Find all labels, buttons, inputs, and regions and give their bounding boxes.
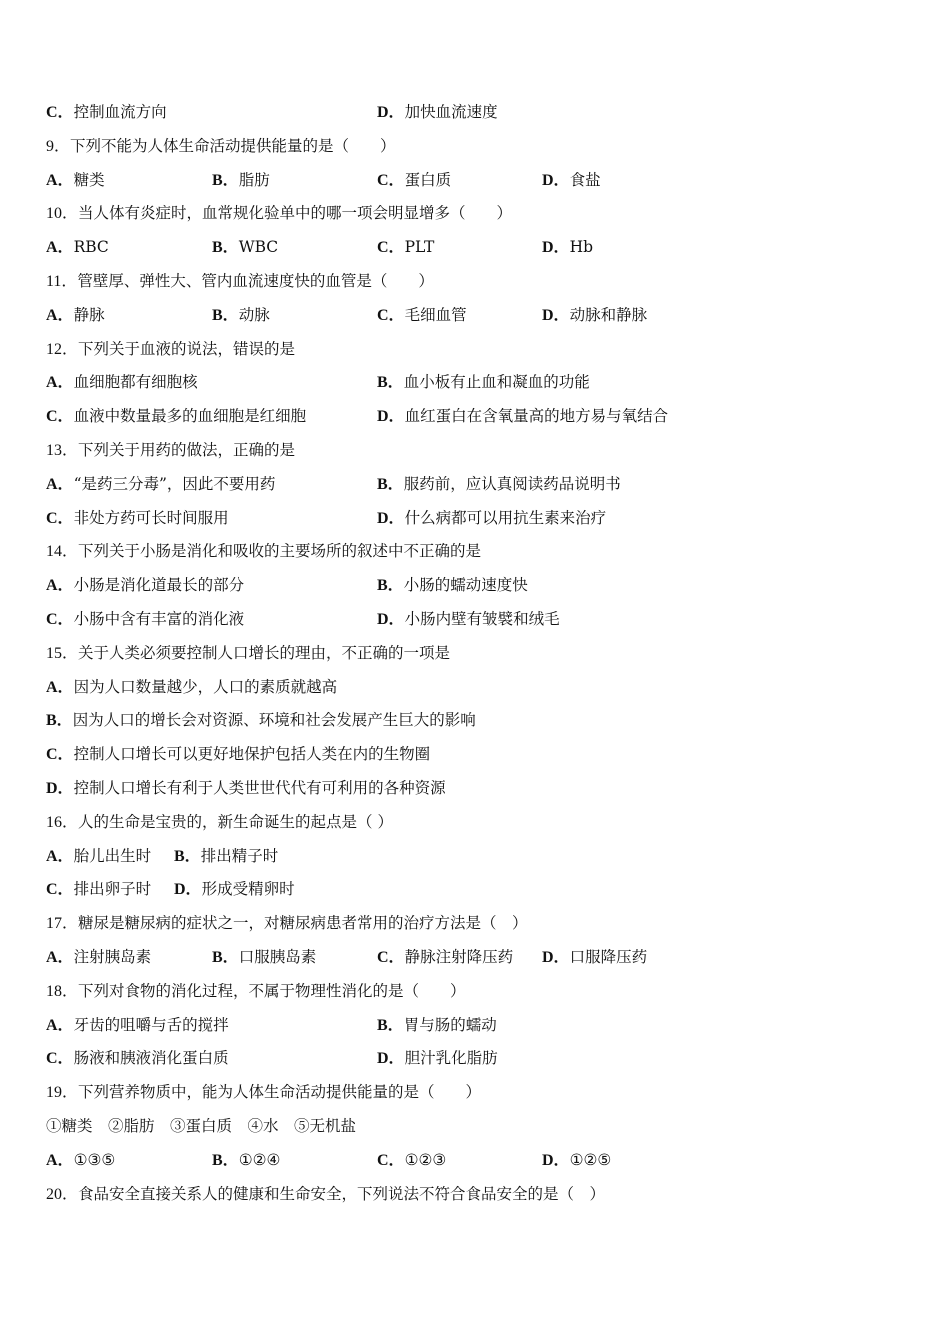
question-line <box>46 641 450 665</box>
question-text: 当人体有炎症时，血常规化验单中的哪一项会明显增多（ ） <box>78 204 513 223</box>
option-label: C． <box>377 949 405 966</box>
option-b <box>212 1148 280 1173</box>
option-label: A． <box>46 1151 74 1169</box>
option-b <box>377 370 590 395</box>
option-text: 加快血流速度 <box>404 103 498 121</box>
option-c <box>46 877 151 902</box>
option-text: 胃与肠的蠕动 <box>403 1015 497 1034</box>
question-number: 11． <box>46 273 78 290</box>
option-label: C． <box>46 408 74 426</box>
option-d <box>542 168 601 193</box>
option-text: 排出卵子时 <box>73 880 152 899</box>
option-label: B． <box>377 475 404 493</box>
option-text: 牙齿的咀嚼与舌的搅拌 <box>73 1015 229 1034</box>
option-label: D． <box>542 239 570 257</box>
option-d <box>377 1046 498 1071</box>
option-text: 小肠的蠕动速度快 <box>403 576 528 595</box>
option-label: A． <box>46 374 74 392</box>
option-text: 胆汁乳化脂肪 <box>404 1049 498 1068</box>
option-label: D． <box>377 408 405 426</box>
option-d <box>542 1148 611 1173</box>
option-text: 血红蛋白在含氧量高的地方易与氧结合 <box>404 407 669 426</box>
option-label: A． <box>46 1016 74 1034</box>
option-text: 胎儿出生时 <box>73 846 152 865</box>
option-c <box>377 168 451 193</box>
option-b <box>212 303 270 328</box>
option-c <box>377 1148 446 1173</box>
option-text: 口服降压药 <box>569 948 648 966</box>
option-label: C． <box>377 239 405 257</box>
question-line <box>46 1080 481 1104</box>
option-text: 静脉注射降压药 <box>404 948 514 966</box>
option-text: 毛细血管 <box>404 305 467 324</box>
option-text: 脂肪 <box>238 170 270 189</box>
option-c <box>46 100 167 125</box>
option-b <box>377 573 528 598</box>
option-label: C． <box>46 509 74 527</box>
option-d <box>542 303 647 328</box>
option-text: 注射胰岛素 <box>73 948 152 966</box>
question-text: 下列关于用药的做法，正确的是 <box>78 441 296 459</box>
option-a <box>46 844 151 869</box>
option-b <box>212 168 270 193</box>
option-label: D． <box>174 881 202 899</box>
option-label: C． <box>377 306 405 324</box>
question-text: 管壁厚、弹性大、管内血流速度快的血管是（ ） <box>77 272 434 290</box>
option-text: 什么病都可以用抗生素来治疗 <box>404 508 607 527</box>
option-label: A． <box>46 171 74 189</box>
option-b <box>377 472 621 497</box>
option-label: B． <box>174 847 201 865</box>
option-label: A． <box>46 847 74 865</box>
option-b <box>212 235 278 260</box>
option-d <box>542 945 647 970</box>
option-d <box>377 404 668 429</box>
option-c <box>377 303 467 328</box>
option-label: A． <box>46 577 74 595</box>
question-number: 15． <box>46 644 79 662</box>
option-c <box>46 404 306 429</box>
question-line <box>46 979 466 1003</box>
option-a <box>46 370 198 395</box>
question-text: 下列营养物质中，能为人体生命活动提供能量的是（ ） <box>78 1083 482 1102</box>
option-label: B． <box>377 374 404 392</box>
option-text: 小肠是消化道最长的部分 <box>73 576 245 595</box>
question-text: 下列关于血液的说法，错误的是 <box>78 339 296 358</box>
option-label: D． <box>542 1151 570 1169</box>
statement-text: ①糖类 ②脂肪 ③蛋白质 ④水 ⑤无机盐 <box>46 1117 357 1135</box>
option-text: ①②⑤ <box>569 1150 612 1169</box>
option-label: C． <box>377 171 405 189</box>
option-b <box>377 1013 497 1038</box>
question-text: 下列关于小肠是消化和吸收的主要场所的叙述中不正确的是 <box>78 542 482 561</box>
option-text: 因为人口的增长会对资源、环境和社会发展产生巨大的影响 <box>72 711 476 730</box>
question-line <box>46 911 528 935</box>
option-text: 控制血流方向 <box>73 103 167 121</box>
option-text: 血小板有止血和凝血的功能 <box>403 373 590 392</box>
option-c <box>46 1046 229 1071</box>
option-d <box>377 506 606 531</box>
option-label: D． <box>377 104 405 121</box>
option-text: “是药三分毒”，因此不要用药 <box>73 474 276 493</box>
option-text: 血细胞都有细胞核 <box>73 373 198 392</box>
option-a <box>46 1013 229 1038</box>
option-text: 服药前，应认真阅读药品说明书 <box>403 474 621 493</box>
option-d <box>377 607 560 632</box>
option-label: D． <box>542 171 570 189</box>
question-number: 20． <box>46 1185 79 1203</box>
option-b <box>212 945 316 970</box>
option-text: 控制人口增长可以更好地保护包括人类在内的生物圈 <box>73 745 431 764</box>
question-line <box>46 810 393 834</box>
option-label: B． <box>212 171 239 189</box>
option-text: Hb <box>569 238 594 257</box>
question-number: 14． <box>46 543 79 561</box>
option-text: 静脉 <box>73 305 105 324</box>
option-label: A． <box>46 239 74 257</box>
option-text: 形成受精卵时 <box>201 880 295 899</box>
option-b <box>174 844 278 869</box>
option-label: B． <box>212 949 239 966</box>
option-label: D． <box>46 780 74 797</box>
option-label: A． <box>46 306 74 324</box>
question-line <box>46 134 396 158</box>
question-line <box>46 438 295 462</box>
option-a <box>46 235 109 260</box>
option-text: 血液中数量最多的血细胞是红细胞 <box>73 407 307 426</box>
option-label: C． <box>46 1050 74 1068</box>
option-label: C． <box>46 746 74 764</box>
question-line <box>46 1182 605 1206</box>
option-label: B． <box>212 239 239 257</box>
option-label: D． <box>542 306 570 324</box>
option-text: 因为人口数量越少，人口的素质就越高 <box>73 677 338 696</box>
option-text: ①③⑤ <box>73 1150 116 1169</box>
option-b <box>46 708 476 733</box>
option-label: D． <box>377 611 405 628</box>
option-label: A． <box>46 678 74 696</box>
option-label: D． <box>377 509 405 527</box>
question-line <box>46 201 512 225</box>
text-line <box>46 1114 356 1138</box>
option-a <box>46 472 275 497</box>
question-text: 食品安全直接关系人的健康和生命安全，下列说法不符合食品安全的是（ ） <box>78 1184 606 1203</box>
option-c <box>377 235 434 260</box>
option-text: ①②③ <box>404 1150 447 1169</box>
question-text: 下列对食物的消化过程，不属于物理性消化的是（ ） <box>78 981 466 1000</box>
option-label: C． <box>46 611 74 628</box>
option-label: C． <box>377 1151 405 1169</box>
option-a <box>46 1148 115 1173</box>
option-text: 小肠中含有丰富的消化液 <box>73 610 245 628</box>
question-number: 16． <box>46 813 79 831</box>
option-label: A． <box>46 949 74 966</box>
question-number: 18． <box>46 982 79 1000</box>
option-label: D． <box>542 949 570 966</box>
option-text: 口服胰岛素 <box>238 948 317 966</box>
option-text: 动脉 <box>238 305 270 324</box>
question-number: 9． <box>46 137 71 155</box>
question-number: 12． <box>46 340 79 358</box>
option-text: 控制人口增长有利于人类世世代代有可利用的各种资源 <box>73 779 446 797</box>
question-text: 人的生命是宝贵的，新生命诞生的起点是（ ） <box>78 812 393 831</box>
option-text: PLT <box>404 238 435 257</box>
question-line <box>46 337 295 361</box>
option-c <box>46 742 430 767</box>
option-d <box>174 877 295 902</box>
option-text: 糖类 <box>73 170 105 189</box>
question-number: 13． <box>46 442 79 459</box>
option-a <box>46 573 244 598</box>
option-d <box>46 776 446 801</box>
option-label: A． <box>46 475 74 493</box>
option-d <box>377 100 498 125</box>
option-label: C． <box>46 104 74 121</box>
option-a <box>46 168 105 193</box>
question-text: 关于人类必须要控制人口增长的理由，不正确的一项是 <box>78 643 451 662</box>
option-text: WBC <box>238 238 279 257</box>
option-label: B． <box>377 577 404 595</box>
option-text: 食盐 <box>569 170 601 189</box>
option-text: ①②④ <box>238 1150 281 1169</box>
question-number: 19． <box>46 1084 79 1102</box>
option-text: 小肠内壁有皱襞和绒毛 <box>404 610 560 628</box>
question-text: 下列不能为人体生命活动提供能量的是（ ） <box>70 136 396 155</box>
option-a <box>46 303 105 328</box>
option-label: D． <box>377 1050 405 1068</box>
option-label: B． <box>46 712 73 730</box>
option-text: RBC <box>73 238 109 257</box>
option-c <box>46 607 244 632</box>
option-text: 蛋白质 <box>404 170 452 189</box>
question-line <box>46 539 481 563</box>
option-label: B． <box>212 306 239 324</box>
option-text: 肠液和胰液消化蛋白质 <box>73 1049 229 1068</box>
option-c <box>377 945 513 970</box>
option-label: C． <box>46 881 74 899</box>
option-d <box>542 235 593 260</box>
option-a <box>46 945 151 970</box>
option-c <box>46 506 229 531</box>
question-line <box>46 269 434 293</box>
option-text: 动脉和静脉 <box>569 305 648 324</box>
question-text: 糖尿是糖尿病的症状之一，对糖尿病患者常用的治疗方法是（ ） <box>78 914 528 933</box>
option-text: 排出精子时 <box>200 846 279 865</box>
option-label: B． <box>212 1151 239 1169</box>
question-number: 10． <box>46 205 79 223</box>
option-a <box>46 675 337 700</box>
option-text: 非处方药可长时间服用 <box>73 508 229 527</box>
option-label: B． <box>377 1016 404 1034</box>
question-number: 17． <box>46 915 79 933</box>
